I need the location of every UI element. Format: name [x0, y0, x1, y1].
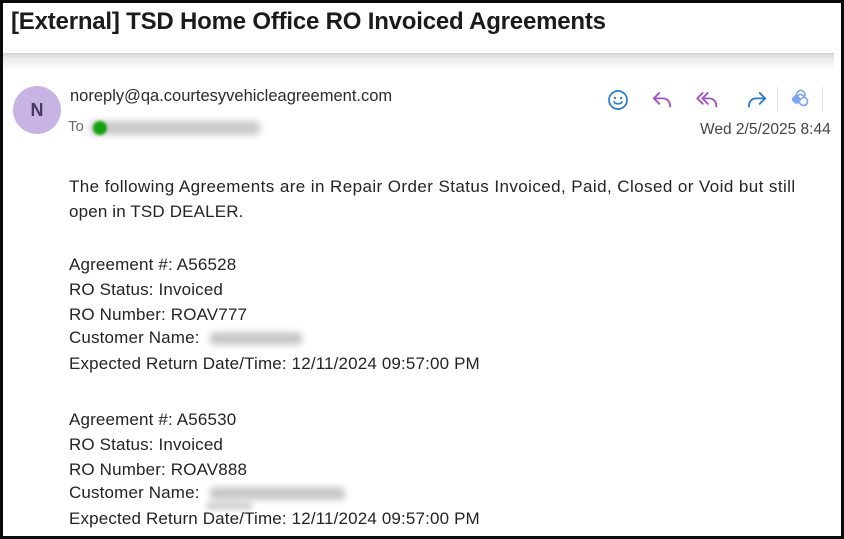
ro-status: RO Status: Invoiced — [69, 435, 224, 454]
header-separator — [3, 53, 834, 68]
expected-return: Expected Return Date/Time: 12/11/2024 09:57:00 PM — [69, 509, 480, 528]
customer-name-label: Customer Name: — [69, 328, 200, 347]
redacted-customer-name — [210, 332, 302, 345]
ro-number: RO Number: ROAV777 — [69, 305, 248, 324]
toolbar-divider — [777, 87, 778, 112]
redacted-recipient-name — [90, 121, 260, 135]
reactions-icon[interactable] — [605, 87, 631, 113]
agreement-number: Agreement #: A56528 — [69, 255, 237, 274]
sender-email[interactable]: noreply@qa.courtesyvehicleagreement.com — [70, 87, 393, 105]
presence-indicator — [93, 121, 107, 135]
email-subject: [External] TSD Home Office RO Invoiced Agreements — [11, 8, 606, 35]
sender-avatar[interactable]: N — [13, 86, 61, 134]
customer-name-line — [69, 482, 345, 503]
expected-return: Expected Return Date/Time: 12/11/2024 09:57:00 PM — [69, 354, 480, 373]
reply-icon[interactable] — [649, 87, 675, 113]
toolbar-divider — [822, 87, 823, 112]
reply-all-icon[interactable] — [694, 87, 720, 113]
body-intro-line2: open in TSD DEALER. — [69, 202, 244, 221]
to-label: To — [68, 118, 84, 135]
body-intro-line1: The following Agreements are in Repair Order Status Invoiced, Paid, Closed or Void but still — [69, 177, 796, 196]
customer-name-label: Customer Name: — [69, 483, 200, 502]
message-timestamp: Wed 2/5/2025 8:44 — [700, 121, 831, 138]
redacted-customer-name — [210, 487, 345, 500]
apps-icon[interactable] — [787, 87, 813, 113]
ro-number: RO Number: ROAV888 — [69, 460, 248, 479]
customer-name-line — [69, 327, 302, 348]
forward-icon[interactable] — [744, 87, 770, 113]
agreement-number: Agreement #: A56530 — [69, 410, 237, 429]
ro-status: RO Status: Invoiced — [69, 280, 224, 299]
